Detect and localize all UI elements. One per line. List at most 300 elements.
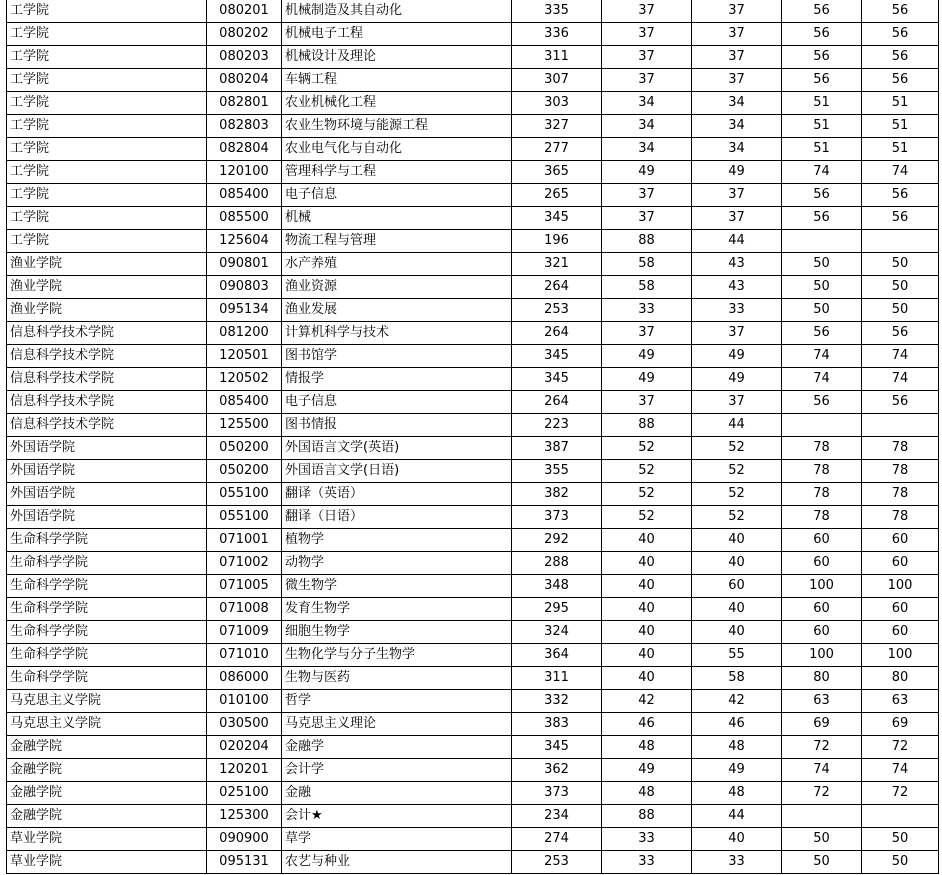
code-cell: 125500 <box>207 414 282 437</box>
score-d-cell: 63 <box>862 690 939 713</box>
major-cell: 生物与医药 <box>282 667 512 690</box>
code-cell: 090803 <box>207 276 282 299</box>
college-cell: 金融学院 <box>7 805 207 828</box>
score-b-cell: 44 <box>692 230 782 253</box>
score-d-cell: 74 <box>862 759 939 782</box>
score-b-cell: 37 <box>692 23 782 46</box>
score-c-cell: 60 <box>782 621 862 644</box>
score-d-cell: 74 <box>862 345 939 368</box>
major-cell: 渔业发展 <box>282 299 512 322</box>
score-a-cell: 49 <box>602 759 692 782</box>
score-b-cell: 37 <box>692 207 782 230</box>
total-score-cell: 264 <box>512 276 602 299</box>
total-score-cell: 295 <box>512 598 602 621</box>
college-cell: 工学院 <box>7 230 207 253</box>
score-c-cell: 74 <box>782 368 862 391</box>
score-b-cell: 37 <box>692 391 782 414</box>
score-d-cell: 60 <box>862 621 939 644</box>
major-cell: 农业机械化工程 <box>282 92 512 115</box>
score-c-cell: 56 <box>782 23 862 46</box>
score-a-cell: 52 <box>602 506 692 529</box>
score-a-cell: 37 <box>602 207 692 230</box>
score-b-cell: 40 <box>692 529 782 552</box>
total-score-cell: 253 <box>512 299 602 322</box>
code-cell: 125300 <box>207 805 282 828</box>
major-cell: 渔业资源 <box>282 276 512 299</box>
score-d-cell: 56 <box>862 46 939 69</box>
major-cell: 外国语言文学(英语) <box>282 437 512 460</box>
score-b-cell: 33 <box>692 851 782 874</box>
major-cell: 外国语言文学(日语) <box>282 460 512 483</box>
table-row <box>7 391 939 414</box>
table-row <box>7 736 939 759</box>
college-cell: 生命科学学院 <box>7 575 207 598</box>
score-b-cell: 49 <box>692 161 782 184</box>
score-a-cell: 42 <box>602 690 692 713</box>
score-c-cell: 78 <box>782 460 862 483</box>
total-score-cell: 355 <box>512 460 602 483</box>
score-a-cell: 40 <box>602 644 692 667</box>
major-cell: 发育生物学 <box>282 598 512 621</box>
score-c-cell: 69 <box>782 713 862 736</box>
college-cell: 马克思主义学院 <box>7 713 207 736</box>
score-a-cell: 49 <box>602 368 692 391</box>
score-b-cell: 40 <box>692 552 782 575</box>
table-row <box>7 138 939 161</box>
score-c-cell: 74 <box>782 161 862 184</box>
table-row <box>7 0 939 23</box>
major-cell: 生物化学与分子生物学 <box>282 644 512 667</box>
score-c-cell: 56 <box>782 207 862 230</box>
score-a-cell: 37 <box>602 23 692 46</box>
college-cell: 工学院 <box>7 161 207 184</box>
score-a-cell: 49 <box>602 161 692 184</box>
code-cell: 120502 <box>207 368 282 391</box>
score-a-cell: 58 <box>602 253 692 276</box>
code-cell: 090801 <box>207 253 282 276</box>
major-cell: 会计学 <box>282 759 512 782</box>
total-score-cell: 382 <box>512 483 602 506</box>
code-cell: 085500 <box>207 207 282 230</box>
score-d-cell <box>862 805 939 828</box>
score-a-cell: 40 <box>602 667 692 690</box>
score-c-cell: 74 <box>782 759 862 782</box>
table-row <box>7 782 939 805</box>
score-d-cell <box>862 414 939 437</box>
score-b-cell: 48 <box>692 782 782 805</box>
score-a-cell: 40 <box>602 575 692 598</box>
table-row <box>7 644 939 667</box>
score-a-cell: 52 <box>602 460 692 483</box>
score-d-cell: 50 <box>862 276 939 299</box>
code-cell: 030500 <box>207 713 282 736</box>
score-a-cell: 48 <box>602 782 692 805</box>
score-a-cell: 40 <box>602 598 692 621</box>
college-cell: 工学院 <box>7 184 207 207</box>
score-a-cell: 34 <box>602 138 692 161</box>
total-score-cell: 253 <box>512 851 602 874</box>
code-cell: 080203 <box>207 46 282 69</box>
total-score-cell: 288 <box>512 552 602 575</box>
major-cell: 物流工程与管理 <box>282 230 512 253</box>
major-cell: 机械 <box>282 207 512 230</box>
score-c-cell: 74 <box>782 345 862 368</box>
score-b-cell: 52 <box>692 483 782 506</box>
score-a-cell: 58 <box>602 276 692 299</box>
total-score-cell: 345 <box>512 345 602 368</box>
score-b-cell: 52 <box>692 460 782 483</box>
code-cell: 082801 <box>207 92 282 115</box>
college-cell: 渔业学院 <box>7 276 207 299</box>
code-cell: 055100 <box>207 483 282 506</box>
score-d-cell: 56 <box>862 69 939 92</box>
score-c-cell: 50 <box>782 276 862 299</box>
code-cell: 120201 <box>207 759 282 782</box>
college-cell: 外国语学院 <box>7 437 207 460</box>
code-cell: 071010 <box>207 644 282 667</box>
major-cell: 计算机科学与技术 <box>282 322 512 345</box>
code-cell: 071008 <box>207 598 282 621</box>
table-row <box>7 575 939 598</box>
score-a-cell: 37 <box>602 69 692 92</box>
score-c-cell: 100 <box>782 575 862 598</box>
score-d-cell: 56 <box>862 184 939 207</box>
code-cell: 025100 <box>207 782 282 805</box>
total-score-cell: 345 <box>512 207 602 230</box>
college-cell: 生命科学学院 <box>7 667 207 690</box>
total-score-cell: 383 <box>512 713 602 736</box>
college-cell: 外国语学院 <box>7 506 207 529</box>
code-cell: 085400 <box>207 184 282 207</box>
major-cell: 农艺与种业 <box>282 851 512 874</box>
score-b-cell: 44 <box>692 414 782 437</box>
score-b-cell: 52 <box>692 437 782 460</box>
college-cell: 草业学院 <box>7 828 207 851</box>
score-a-cell: 37 <box>602 184 692 207</box>
code-cell: 086000 <box>207 667 282 690</box>
score-d-cell: 78 <box>862 506 939 529</box>
score-b-cell: 37 <box>692 184 782 207</box>
college-cell: 渔业学院 <box>7 299 207 322</box>
major-cell: 水产养殖 <box>282 253 512 276</box>
total-score-cell: 223 <box>512 414 602 437</box>
total-score-cell: 387 <box>512 437 602 460</box>
total-score-cell: 274 <box>512 828 602 851</box>
table-row <box>7 828 939 851</box>
code-cell: 081200 <box>207 322 282 345</box>
score-d-cell: 56 <box>862 0 939 23</box>
total-score-cell: 303 <box>512 92 602 115</box>
score-b-cell: 46 <box>692 713 782 736</box>
score-d-cell: 56 <box>862 391 939 414</box>
score-c-cell: 78 <box>782 483 862 506</box>
score-a-cell: 46 <box>602 713 692 736</box>
score-d-cell: 50 <box>862 851 939 874</box>
code-cell: 071009 <box>207 621 282 644</box>
code-cell: 080204 <box>207 69 282 92</box>
score-c-cell: 80 <box>782 667 862 690</box>
table-row <box>7 598 939 621</box>
score-c-cell: 60 <box>782 552 862 575</box>
college-cell: 工学院 <box>7 46 207 69</box>
table-row <box>7 713 939 736</box>
score-d-cell: 78 <box>862 483 939 506</box>
table-row <box>7 621 939 644</box>
college-cell: 金融学院 <box>7 736 207 759</box>
score-d-cell: 100 <box>862 575 939 598</box>
college-cell: 工学院 <box>7 69 207 92</box>
college-cell: 生命科学学院 <box>7 529 207 552</box>
score-c-cell: 51 <box>782 92 862 115</box>
college-cell: 工学院 <box>7 92 207 115</box>
major-cell: 翻译（日语） <box>282 506 512 529</box>
score-c-cell: 50 <box>782 299 862 322</box>
code-cell: 082803 <box>207 115 282 138</box>
table-row <box>7 23 939 46</box>
table-row <box>7 552 939 575</box>
score-c-cell: 56 <box>782 0 862 23</box>
code-cell: 071002 <box>207 552 282 575</box>
major-cell: 草学 <box>282 828 512 851</box>
table-row <box>7 805 939 828</box>
total-score-cell: 348 <box>512 575 602 598</box>
score-c-cell: 56 <box>782 46 862 69</box>
major-cell: 农业电气化与自动化 <box>282 138 512 161</box>
score-c-cell: 72 <box>782 782 862 805</box>
score-a-cell: 49 <box>602 345 692 368</box>
major-cell: 金融学 <box>282 736 512 759</box>
score-a-cell: 34 <box>602 92 692 115</box>
score-c-cell: 56 <box>782 391 862 414</box>
table-row <box>7 483 939 506</box>
score-d-cell: 56 <box>862 23 939 46</box>
total-score-cell: 332 <box>512 690 602 713</box>
score-c-cell: 100 <box>782 644 862 667</box>
score-b-cell: 37 <box>692 322 782 345</box>
score-d-cell: 56 <box>862 207 939 230</box>
table-row <box>7 368 939 391</box>
total-score-cell: 265 <box>512 184 602 207</box>
table-row <box>7 529 939 552</box>
score-b-cell: 60 <box>692 575 782 598</box>
table-row <box>7 276 939 299</box>
table-row <box>7 851 939 874</box>
score-a-cell: 52 <box>602 437 692 460</box>
score-b-cell: 43 <box>692 253 782 276</box>
score-c-cell: 51 <box>782 115 862 138</box>
score-c-cell <box>782 230 862 253</box>
total-score-cell: 264 <box>512 391 602 414</box>
score-b-cell: 52 <box>692 506 782 529</box>
score-a-cell: 88 <box>602 230 692 253</box>
score-b-cell: 44 <box>692 805 782 828</box>
major-cell: 机械设计及理论 <box>282 46 512 69</box>
table-row <box>7 437 939 460</box>
score-a-cell: 88 <box>602 414 692 437</box>
score-c-cell <box>782 805 862 828</box>
score-d-cell: 51 <box>862 138 939 161</box>
college-cell: 外国语学院 <box>7 483 207 506</box>
total-score-cell: 373 <box>512 782 602 805</box>
score-a-cell: 33 <box>602 851 692 874</box>
college-cell: 信息科学技术学院 <box>7 345 207 368</box>
score-c-cell: 72 <box>782 736 862 759</box>
table-body <box>7 0 939 874</box>
score-c-cell: 56 <box>782 69 862 92</box>
total-score-cell: 277 <box>512 138 602 161</box>
table-row <box>7 460 939 483</box>
college-cell: 外国语学院 <box>7 460 207 483</box>
score-b-cell: 34 <box>692 138 782 161</box>
total-score-cell: 311 <box>512 46 602 69</box>
score-b-cell: 37 <box>692 46 782 69</box>
major-cell: 翻译（英语） <box>282 483 512 506</box>
score-d-cell: 78 <box>862 460 939 483</box>
score-a-cell: 37 <box>602 0 692 23</box>
score-a-cell: 40 <box>602 621 692 644</box>
score-a-cell: 34 <box>602 115 692 138</box>
total-score-cell: 234 <box>512 805 602 828</box>
table-row <box>7 690 939 713</box>
score-d-cell: 60 <box>862 529 939 552</box>
score-b-cell: 58 <box>692 667 782 690</box>
score-b-cell: 40 <box>692 598 782 621</box>
score-d-cell: 51 <box>862 115 939 138</box>
score-a-cell: 33 <box>602 828 692 851</box>
total-score-cell: 311 <box>512 667 602 690</box>
major-cell: 机械电子工程 <box>282 23 512 46</box>
score-c-cell: 56 <box>782 184 862 207</box>
score-a-cell: 40 <box>602 552 692 575</box>
total-score-cell: 336 <box>512 23 602 46</box>
total-score-cell: 321 <box>512 253 602 276</box>
total-score-cell: 345 <box>512 368 602 391</box>
table-row <box>7 253 939 276</box>
major-cell: 微生物学 <box>282 575 512 598</box>
college-cell: 工学院 <box>7 23 207 46</box>
code-cell: 082804 <box>207 138 282 161</box>
table-row <box>7 69 939 92</box>
score-c-cell: 78 <box>782 506 862 529</box>
college-cell: 渔业学院 <box>7 253 207 276</box>
code-cell: 010100 <box>207 690 282 713</box>
score-d-cell: 100 <box>862 644 939 667</box>
major-cell: 图书情报 <box>282 414 512 437</box>
score-c-cell: 56 <box>782 322 862 345</box>
major-cell: 金融 <box>282 782 512 805</box>
score-a-cell: 33 <box>602 299 692 322</box>
college-cell: 信息科学技术学院 <box>7 414 207 437</box>
code-cell: 080202 <box>207 23 282 46</box>
score-b-cell: 55 <box>692 644 782 667</box>
total-score-cell: 324 <box>512 621 602 644</box>
score-b-cell: 34 <box>692 92 782 115</box>
code-cell: 090900 <box>207 828 282 851</box>
total-score-cell: 345 <box>512 736 602 759</box>
total-score-cell: 307 <box>512 69 602 92</box>
table-row <box>7 92 939 115</box>
total-score-cell: 373 <box>512 506 602 529</box>
score-a-cell: 37 <box>602 322 692 345</box>
code-cell: 120100 <box>207 161 282 184</box>
score-table <box>6 0 939 874</box>
code-cell: 050200 <box>207 460 282 483</box>
score-a-cell: 52 <box>602 483 692 506</box>
score-c-cell: 50 <box>782 828 862 851</box>
score-d-cell: 72 <box>862 736 939 759</box>
score-c-cell: 60 <box>782 598 862 621</box>
total-score-cell: 264 <box>512 322 602 345</box>
score-b-cell: 49 <box>692 759 782 782</box>
score-d-cell <box>862 230 939 253</box>
score-d-cell: 80 <box>862 667 939 690</box>
score-c-cell <box>782 414 862 437</box>
major-cell: 细胞生物学 <box>282 621 512 644</box>
score-d-cell: 50 <box>862 253 939 276</box>
score-a-cell: 40 <box>602 529 692 552</box>
score-b-cell: 37 <box>692 69 782 92</box>
code-cell: 095134 <box>207 299 282 322</box>
score-c-cell: 63 <box>782 690 862 713</box>
score-d-cell: 50 <box>862 299 939 322</box>
score-b-cell: 37 <box>692 0 782 23</box>
score-b-cell: 40 <box>692 621 782 644</box>
major-cell: 动物学 <box>282 552 512 575</box>
code-cell: 071005 <box>207 575 282 598</box>
score-d-cell: 74 <box>862 161 939 184</box>
score-b-cell: 34 <box>692 115 782 138</box>
college-cell: 信息科学技术学院 <box>7 322 207 345</box>
score-d-cell: 60 <box>862 552 939 575</box>
code-cell: 095131 <box>207 851 282 874</box>
college-cell: 生命科学学院 <box>7 598 207 621</box>
table-row <box>7 230 939 253</box>
total-score-cell: 292 <box>512 529 602 552</box>
major-cell: 马克思主义理论 <box>282 713 512 736</box>
score-b-cell: 49 <box>692 368 782 391</box>
college-cell: 金融学院 <box>7 759 207 782</box>
score-c-cell: 60 <box>782 529 862 552</box>
score-c-cell: 50 <box>782 253 862 276</box>
score-b-cell: 40 <box>692 828 782 851</box>
table-row <box>7 184 939 207</box>
table-row <box>7 115 939 138</box>
score-b-cell: 43 <box>692 276 782 299</box>
college-cell: 工学院 <box>7 207 207 230</box>
score-d-cell: 60 <box>862 598 939 621</box>
score-a-cell: 48 <box>602 736 692 759</box>
total-score-cell: 327 <box>512 115 602 138</box>
total-score-cell: 365 <box>512 161 602 184</box>
major-cell: 情报学 <box>282 368 512 391</box>
score-a-cell: 88 <box>602 805 692 828</box>
college-cell: 生命科学学院 <box>7 552 207 575</box>
code-cell: 020204 <box>207 736 282 759</box>
major-cell: 会计★ <box>282 805 512 828</box>
code-cell: 055100 <box>207 506 282 529</box>
major-cell: 植物学 <box>282 529 512 552</box>
score-a-cell: 37 <box>602 391 692 414</box>
table-row <box>7 667 939 690</box>
total-score-cell: 362 <box>512 759 602 782</box>
table-row <box>7 506 939 529</box>
code-cell: 085400 <box>207 391 282 414</box>
score-c-cell: 51 <box>782 138 862 161</box>
score-d-cell: 74 <box>862 368 939 391</box>
table-row <box>7 345 939 368</box>
college-cell: 工学院 <box>7 0 207 23</box>
score-d-cell: 69 <box>862 713 939 736</box>
